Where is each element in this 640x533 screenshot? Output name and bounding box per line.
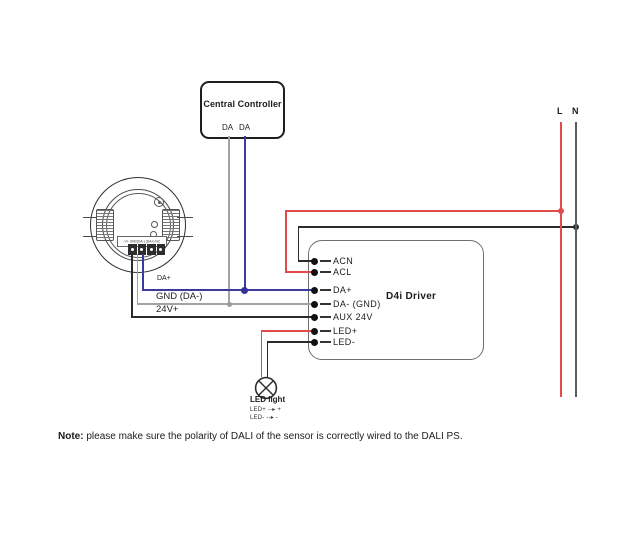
bus-label-da-plus: DA+ (157, 274, 171, 282)
wire-acl-horizontal (285, 210, 562, 212)
terminal-dot (311, 328, 318, 335)
terminal-label: LED+ (333, 326, 358, 336)
wire-sensor-24v-vertical (131, 254, 133, 318)
driver-terminal-led-minus (311, 337, 355, 347)
terminal-label: AUX 24V (333, 312, 373, 322)
driver-terminal-acn (311, 256, 353, 266)
sensor-spring-clip-left (96, 209, 114, 241)
terminal-dot (311, 269, 318, 276)
wire-24v-bus (131, 316, 317, 318)
sensor-terminal (147, 244, 156, 255)
wire-led-plus-vertical (261, 330, 263, 377)
sensor-terminal (157, 244, 166, 255)
terminal-label: ACN (333, 256, 354, 266)
wire-acn-vertical (298, 226, 300, 262)
wire-controller-da-plus (244, 136, 246, 291)
note-prefix: Note: (58, 431, 84, 442)
terminal-dot (311, 287, 318, 294)
mains-live-label: L (557, 106, 563, 116)
wire-led-plus-horizontal (261, 330, 317, 332)
terminal-label: DA- (GND) (333, 299, 381, 309)
wire-controller-da-minus (228, 136, 230, 305)
wire-sensor-gnd-vertical (137, 254, 139, 305)
terminal-label: LED- (333, 337, 356, 347)
junction-dot-da-plus (241, 287, 248, 294)
sensor-clip-wing (83, 217, 97, 218)
driver-terminal-da-minus (311, 299, 381, 309)
wire-acn-horizontal (298, 226, 577, 228)
wire-acl-vertical (285, 210, 287, 273)
wire-sensor-da-plus-vertical (142, 254, 144, 291)
terminal-dash (320, 289, 331, 291)
note-body: please make sure the polarity of DALI of the sensor is correctly wired to the DALI PS. (86, 431, 463, 442)
terminal-dash (320, 341, 331, 343)
terminal-dot (311, 258, 318, 265)
terminal-dash (320, 303, 331, 305)
controller-da-terminal-label: DA (222, 123, 234, 132)
d4i-driver-title: D4i Driver (386, 291, 437, 302)
driver-terminal-aux24v (311, 312, 373, 322)
sensor-clip-wing (83, 236, 97, 237)
terminal-label: DA+ (333, 285, 352, 295)
terminal-dash (320, 330, 331, 332)
led-light-label: LED light (250, 395, 286, 404)
junction-dot-gnd (227, 302, 232, 307)
mains-neutral-label: N (572, 106, 579, 116)
led-polarity-line: LED+ --▸ + (250, 407, 282, 413)
mains-neutral-line (575, 122, 577, 397)
terminal-dash (320, 260, 331, 262)
terminal-dash (320, 316, 331, 318)
controller-da-terminal-label: DA (239, 123, 251, 132)
terminal-dot (311, 314, 318, 321)
sensor-clip-wing (177, 236, 193, 237)
sensor-terminal-strip-label: V+ GND(DA-) (DA+) NC (124, 239, 160, 244)
note-text (58, 431, 518, 442)
sensor-hole (151, 221, 158, 228)
mains-live-line (560, 122, 562, 397)
sensor-screw-dot (158, 201, 161, 204)
sensor-clip-wing (177, 217, 193, 218)
bus-label-gnd: GND (DA-) (156, 290, 203, 302)
central-controller-title: Central Controller (203, 99, 282, 109)
bus-label-24v: 24V+ (156, 304, 179, 315)
driver-terminal-led-plus (311, 326, 357, 336)
terminal-dash (320, 271, 331, 273)
driver-terminal-acl (311, 267, 352, 277)
sensor-terminal-block (128, 244, 165, 255)
terminal-dot (311, 301, 318, 308)
wire-led-minus-horizontal (267, 341, 317, 343)
terminal-dot (311, 339, 318, 346)
led-polarity-line: LED- --▸ - (250, 415, 279, 421)
terminal-label: ACL (333, 267, 352, 277)
driver-terminal-da-plus (311, 285, 352, 295)
wire-led-minus-vertical (267, 341, 269, 379)
